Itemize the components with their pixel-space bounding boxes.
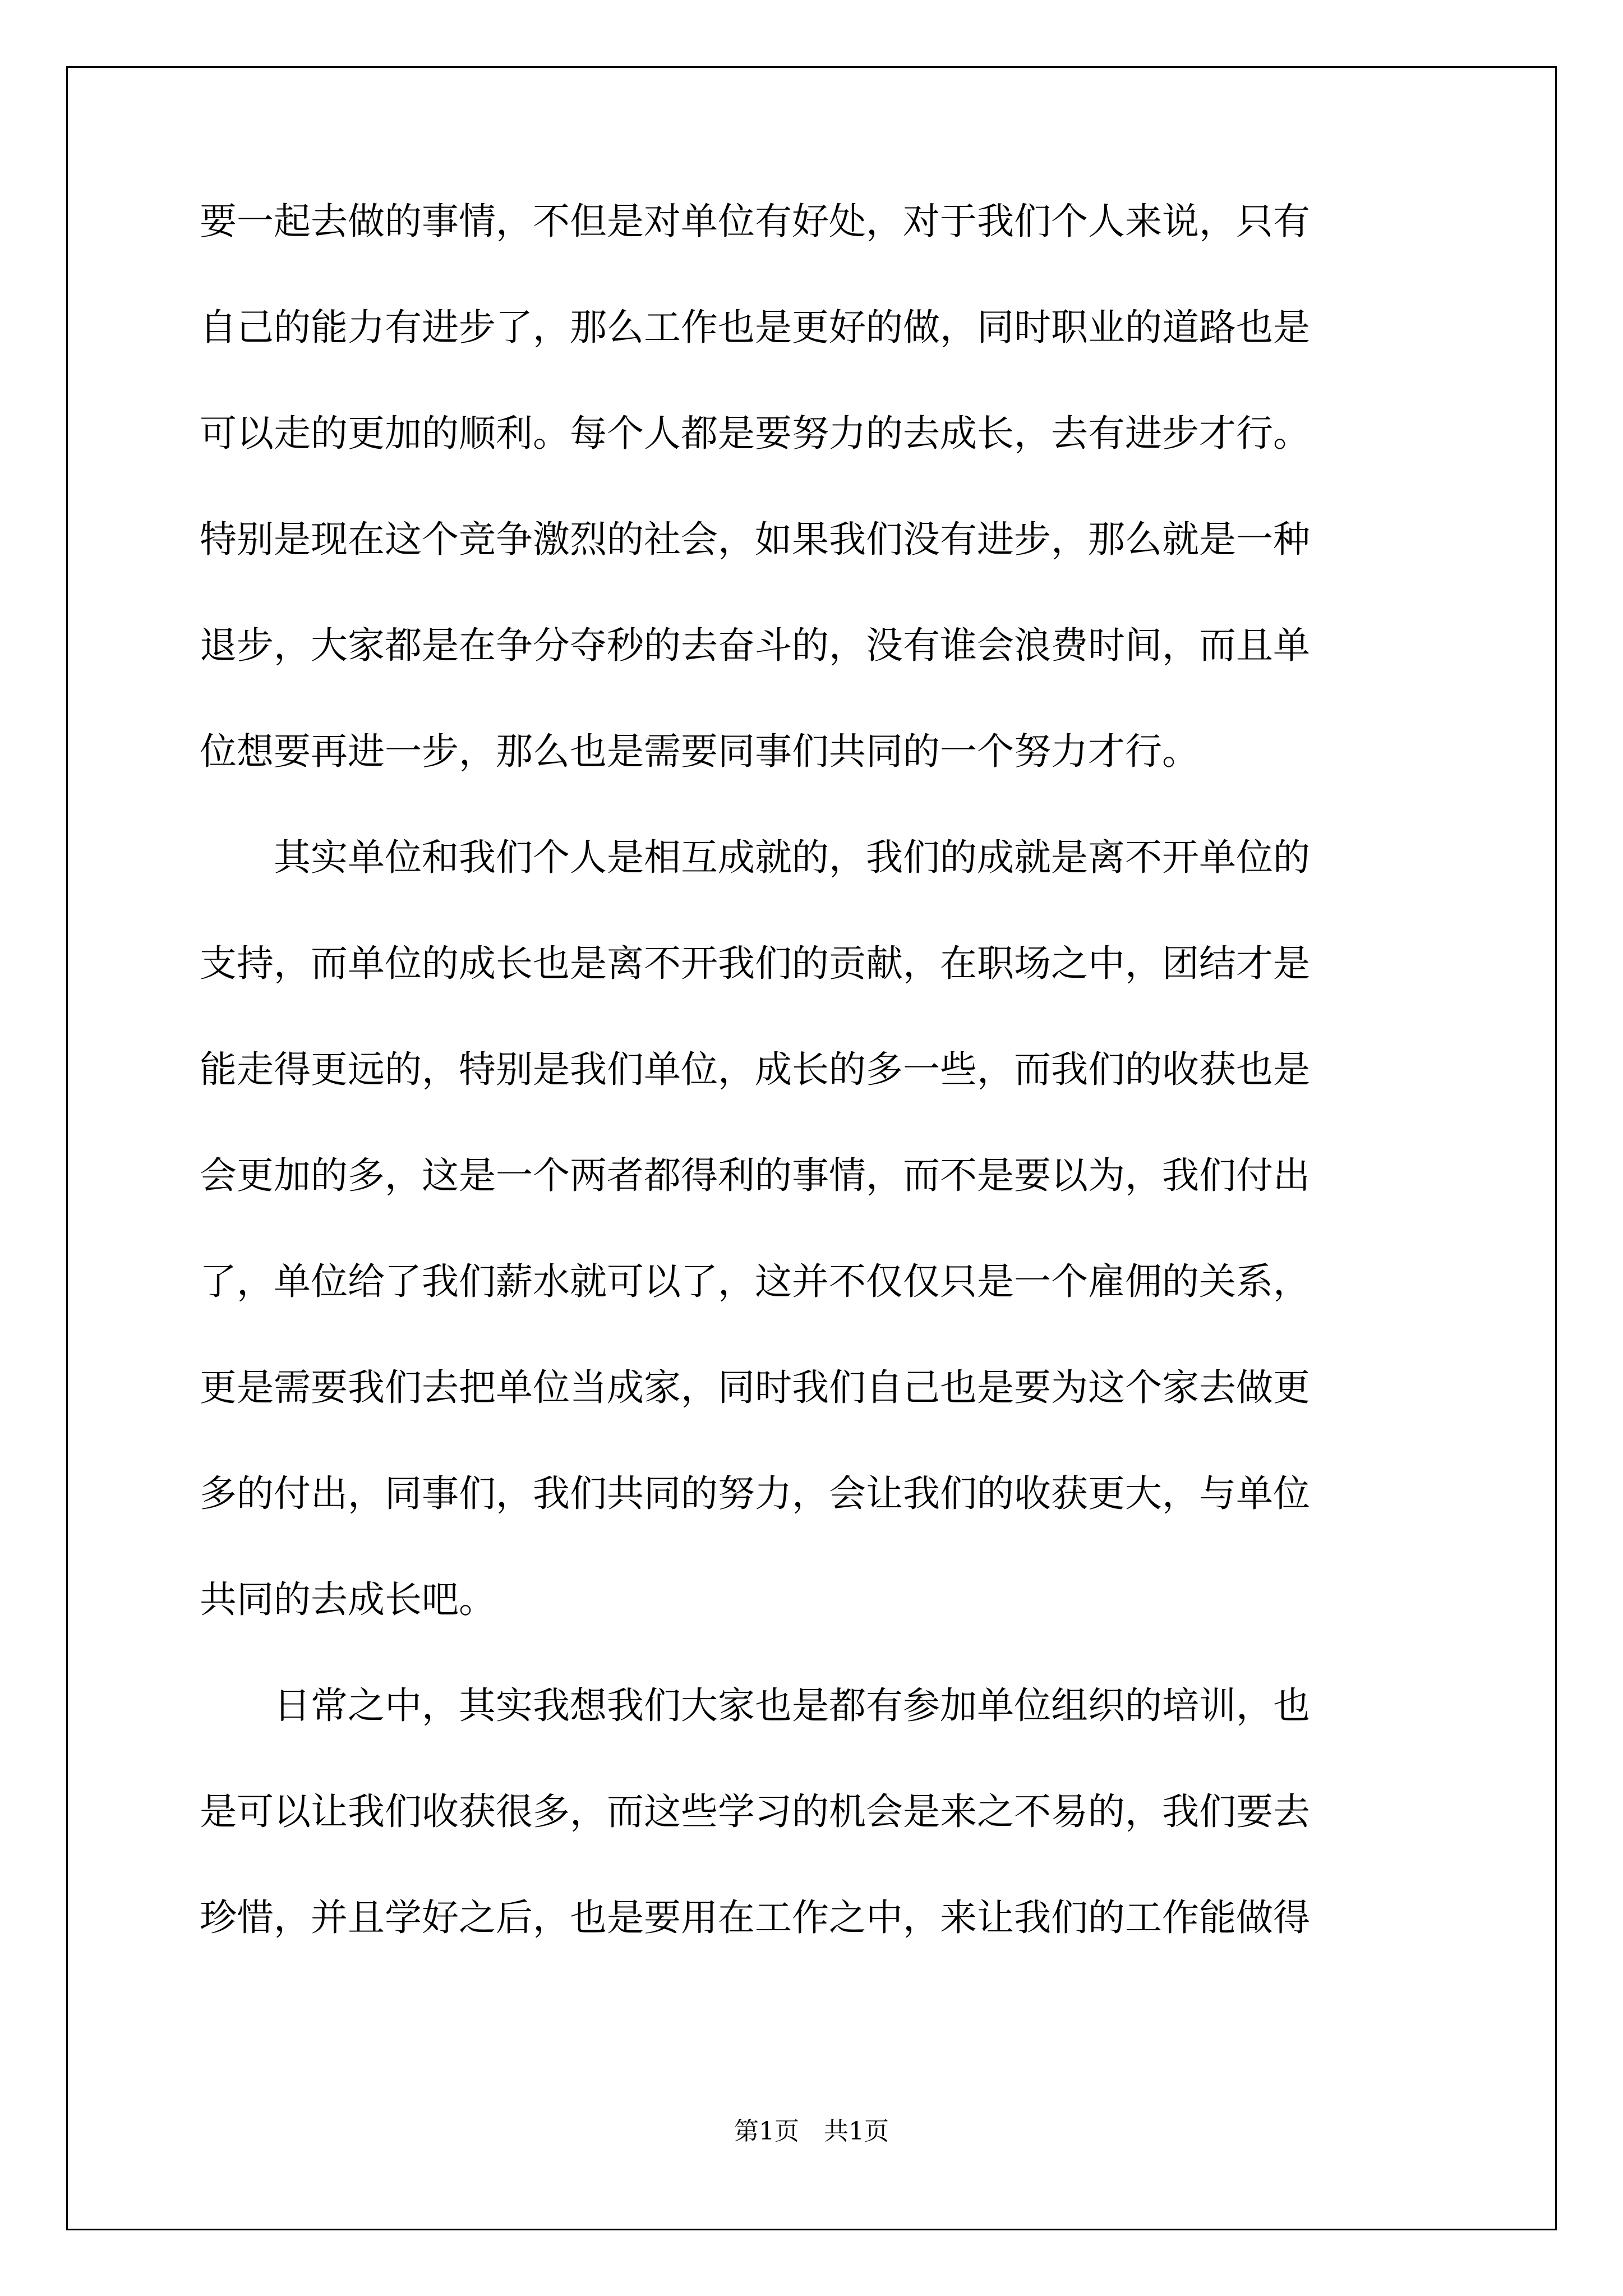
document-body <box>200 168 1433 1971</box>
text-line: 可以走的更加的顺利。每个人都是要努力的去成长，去有进步才行。 <box>200 412 1310 455</box>
text-line: 珍惜，并且学好之后，也是要用在工作之中，来让我们的工作能做得 <box>200 1896 1310 1939</box>
text-line: 能走得更远的，特别是我们单位，成长的多一些，而我们的收获也是 <box>200 1048 1310 1091</box>
text-line: 会更加的多，这是一个两者都得利的事情，而不是要以为，我们付出 <box>200 1154 1310 1197</box>
text-line: 位想要再进一步，那么也是需要同事们共同的一个努力才行。 <box>200 730 1199 773</box>
text-line: 特别是现在这个竞争激烈的社会，如果我们没有进步，那么就是一种 <box>200 518 1310 561</box>
text-line: 了，单位给了我们薪水就可以了，这并不仅仅只是一个雇佣的关系， <box>200 1260 1310 1303</box>
text-line: 自己的能力有进步了，那么工作也是更好的做，同时职业的道路也是 <box>200 306 1310 349</box>
text-line: 退步，大家都是在争分夺秒的去奋斗的，没有谁会浪费时间，而且单 <box>200 624 1310 667</box>
text-line: 支持，而单位的成长也是离不开我们的贡献，在职场之中，团结才是 <box>200 942 1310 985</box>
page-number-current: 第1页 <box>734 2117 799 2146</box>
text-line: 其实单位和我们个人是相互成就的，我们的成就是离不开单位的 <box>200 836 1310 879</box>
page-number-total: 共1页 <box>824 2117 889 2146</box>
text-line: 日常之中，其实我想我们大家也是都有参加单位组织的培训，也 <box>200 1684 1310 1727</box>
text-line: 多的付出，同事们，我们共同的努力，会让我们的收获更大，与单位 <box>200 1472 1310 1515</box>
text-line: 更是需要我们去把单位当成家，同时我们自己也是要为这个家去做更 <box>200 1366 1310 1409</box>
page-footer <box>0 2115 1623 2148</box>
text-line: 共同的去成长吧。 <box>200 1578 496 1621</box>
text-line: 是可以让我们收获很多，而这些学习的机会是来之不易的，我们要去 <box>200 1790 1310 1833</box>
text-line: 要一起去做的事情，不但是对单位有好处，对于我们个人来说，只有 <box>200 200 1310 243</box>
